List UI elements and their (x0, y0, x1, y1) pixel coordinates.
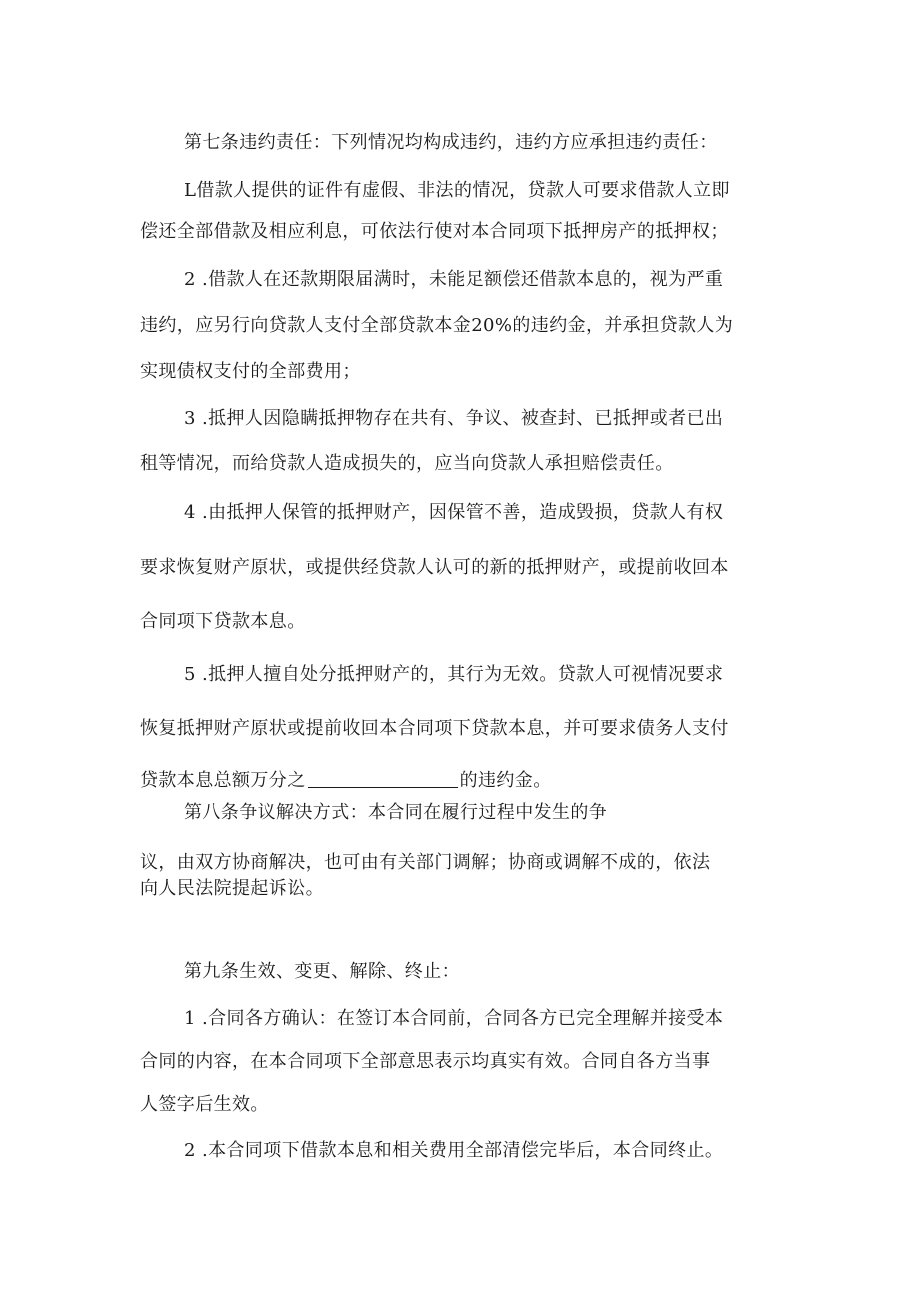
article7-heading: 第七条违约责任：下列情况均构成违约，违约方应承担违约责任： (184, 132, 718, 153)
article9-item1-line3: 人签字后生效。 (140, 1094, 269, 1115)
article7-item5-line3 (140, 769, 552, 793)
article7-item3-line2: 租等情况，而给贷款人造成损失的，应当向贷款人承担赔偿责任。 (140, 453, 674, 474)
article7-item2-line2: 违约，应另行向贷款人支付全部贷款本金20%的违约金，并承担贷款人为 (140, 315, 734, 336)
article7-item4-line1: 4 .由抵押人保管的抵押财产，因保管不善，造成毁损，贷款人有权 (184, 502, 724, 523)
article7-item3-line1: 3 .抵押人因隐瞒抵押物存在共有、争议、被查封、已抵押或者已出 (184, 408, 724, 429)
article8-line3: 向人民法院提起诉讼。 (140, 878, 324, 899)
article9-item1-line2: 合同的内容，在本合同项下全部意思表示均真实有效。合同自各方当事 (140, 1051, 711, 1072)
article7-item2-line1: 2 .借款人在还款期限届满时，未能足额偿还借款本息的，视为严重 (184, 269, 724, 290)
article8-line2: 议，由双方协商解决，也可由有关部门调解；协商或调解不成的，依法 (140, 852, 711, 873)
article7-item2-line3: 实现债权支付的全部费用； (140, 361, 361, 382)
item5-last-suffix: 的违约金。 (459, 770, 552, 791)
penalty-ratio-blank (308, 771, 458, 788)
article8-line1: 第八条争议解决方式：本合同在履行过程中发生的争 (184, 802, 608, 823)
item5-last-prefix: 贷款本息总额万分之 (140, 770, 306, 791)
article7-item4-line3: 合同项下贷款本息。 (140, 611, 306, 632)
article7-item5-line2: 恢复抵押财产原状或提前收回本合同项下贷款本息，并可要求债务人支付 (140, 718, 729, 739)
article7-item1-line2: 偿还全部借款及相应利息，可依法行使对本合同项下抵押房产的抵押权； (140, 221, 729, 242)
article9-heading: 第九条生效、变更、解除、终止： (184, 961, 460, 982)
article7-item1-line1: L借款人提供的证件有虚假、非法的情况，贷款人可要求借款人立即 (184, 180, 730, 201)
article7-item4-line2: 要求恢复财产原状，或提供经贷款人认可的新的抵押财产，或提前收回本 (140, 557, 729, 578)
article9-item2-line1: 2 .本合同项下借款本息和相关费用全部清偿完毕后，本合同终止。 (184, 1140, 724, 1161)
article7-item5-line1: 5 .抵押人擅自处分抵押财产的，其行为无效。贷款人可视情况要求 (184, 664, 724, 685)
article9-item1-line1: 1 .合同各方确认：在签订本合同前，合同各方已完全理解并接受本 (184, 1008, 724, 1029)
